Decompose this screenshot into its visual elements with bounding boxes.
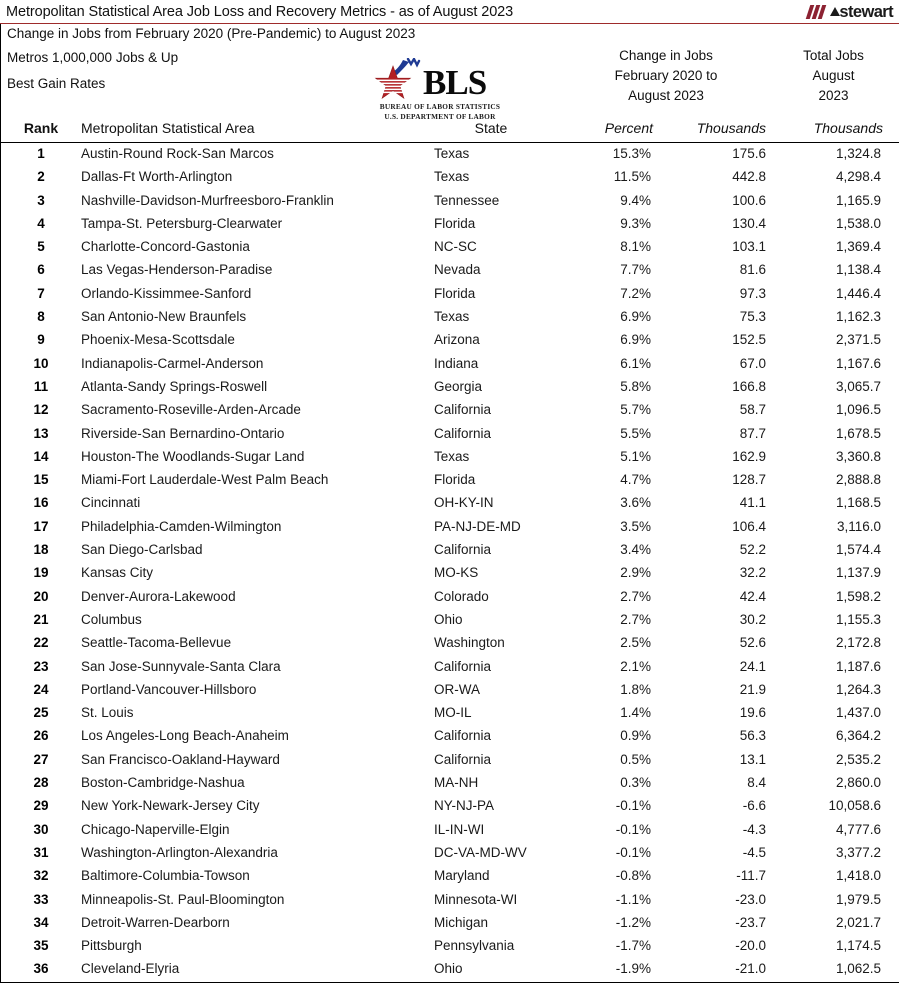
table-cell-state: OR-WA — [434, 681, 480, 697]
table-row — [1, 702, 899, 725]
table-cell-thousands: 67.0 — [739, 355, 766, 371]
table-cell-percent: 1.8% — [620, 681, 651, 697]
table-cell-percent: 6.1% — [620, 355, 651, 371]
table-cell-state: Florida — [434, 215, 476, 231]
table-cell-percent: 0.9% — [620, 728, 651, 744]
table-row — [1, 749, 899, 772]
stewart-bars-icon — [807, 5, 829, 19]
table-body — [0, 143, 899, 983]
table-row — [1, 213, 899, 236]
table-cell-rank: 28 — [33, 775, 49, 791]
table-cell-total: 1,369.4 — [835, 239, 881, 255]
table-cell-state: Washington — [434, 635, 505, 651]
table-cell-state: Texas — [434, 146, 470, 161]
table-cell-total: 1,174.5 — [835, 938, 881, 954]
table-cell-percent: 11.5% — [613, 169, 651, 185]
table-cell-rank: 12 — [33, 402, 49, 418]
table-cell-msa: Las Vegas-Henderson-Paradise — [81, 262, 273, 278]
table-cell-percent: 0.3% — [620, 775, 651, 791]
table-cell-msa: Pittsburgh — [81, 938, 142, 954]
table-cell-msa: Minneapolis-St. Paul-Bloomington — [81, 891, 285, 907]
subheader-area — [0, 24, 899, 119]
table-cell-rank: 29 — [33, 798, 49, 814]
table-cell-thousands: 87.7 — [739, 425, 766, 441]
bls-subtitle-line-1: BUREAU OF LABOR STATISTICS — [379, 102, 501, 111]
table-row — [1, 889, 899, 912]
table-cell-total: 1,678.5 — [835, 425, 881, 441]
table-cell-total: 1,324.8 — [835, 146, 881, 161]
table-cell-total: 1,062.5 — [835, 961, 881, 977]
table-cell-thousands: 106.4 — [732, 518, 766, 534]
table-cell-total: 1,538.0 — [835, 215, 881, 231]
table-cell-state: PA-NJ-DE-MD — [434, 518, 521, 534]
table-cell-rank: 22 — [33, 635, 49, 651]
table-cell-percent: 7.7% — [620, 262, 651, 278]
table-row — [1, 539, 899, 562]
table-cell-msa: Sacramento-Roseville-Arden-Arcade — [81, 402, 301, 418]
table-cell-thousands: 21.9 — [739, 681, 766, 697]
table-cell-total: 1,138.4 — [835, 262, 881, 278]
table-row — [1, 376, 899, 399]
table-cell-msa: San Francisco-Oakland-Hayward — [81, 751, 280, 767]
table-row — [1, 819, 899, 842]
table-cell-total: 1,096.5 — [835, 402, 881, 418]
column-header-thousands: Thousands — [696, 120, 766, 136]
column-header-state: State — [474, 120, 508, 136]
table-cell-total: 1,264.3 — [835, 681, 881, 697]
table-cell-msa: Charlotte-Concord-Gastonia — [81, 239, 250, 255]
table-cell-thousands: 56.3 — [739, 728, 766, 744]
table-cell-state: California — [434, 402, 492, 418]
table-cell-msa: Austin-Round Rock-San Marcos — [81, 146, 274, 161]
table-cell-msa: Baltimore-Columbia-Towson — [81, 868, 250, 884]
table-cell-rank: 34 — [33, 914, 49, 930]
table-cell-thousands: 442.8 — [732, 169, 766, 185]
table-cell-thousands: -11.7 — [736, 868, 766, 884]
table-row — [1, 958, 899, 981]
stewart-wordmark: stewart — [839, 2, 893, 21]
table-cell-msa: Indianapolis-Carmel-Anderson — [81, 355, 264, 371]
group-header-total-line-1: Total Jobs — [803, 48, 864, 63]
table-row — [1, 446, 899, 469]
table-cell-total: 3,360.8 — [835, 448, 881, 464]
table-cell-total: 6,364.2 — [835, 728, 881, 744]
bls-logo-top — [367, 58, 513, 100]
table-cell-state: Nevada — [434, 262, 481, 278]
column-header-rank: Rank — [23, 120, 59, 136]
table-row — [1, 632, 899, 655]
table-row — [1, 423, 899, 446]
table-cell-rank: 1 — [37, 146, 45, 161]
table-cell-thousands: 128.7 — [732, 472, 766, 488]
table-cell-thousands: 19.6 — [739, 705, 766, 721]
table-cell-thousands: 75.3 — [739, 309, 766, 325]
table-cell-thousands: -23.7 — [735, 914, 766, 930]
table-cell-percent: 2.7% — [620, 611, 651, 627]
table-cell-thousands: 52.2 — [739, 542, 766, 558]
group-header-change-line-2: February 2020 to — [614, 68, 718, 83]
table-cell-percent: 2.9% — [620, 565, 651, 581]
bls-subtitle-line-2: U.S. DEPARTMENT OF LABOR — [384, 111, 496, 121]
table-cell-percent: 2.5% — [620, 635, 651, 651]
table-cell-percent: 2.1% — [620, 658, 651, 674]
table-cell-msa: Columbus — [81, 611, 142, 627]
table-cell-total: 1,155.3 — [835, 611, 881, 627]
table-cell-rank: 26 — [33, 728, 49, 744]
table-cell-rank: 9 — [37, 332, 45, 348]
table-cell-thousands: 103.1 — [732, 239, 766, 255]
table-cell-state: Georgia — [434, 378, 483, 394]
table-cell-percent: 3.5% — [620, 518, 651, 534]
table-cell-msa: Seattle-Tacoma-Bellevue — [81, 635, 232, 651]
table-cell-state: California — [434, 542, 492, 558]
table-cell-total: 10,058.6 — [828, 798, 881, 814]
table-cell-total: 1,418.0 — [835, 868, 881, 884]
table-cell-thousands: 13.1 — [739, 751, 766, 767]
table-cell-state: Colorado — [434, 588, 489, 604]
table-cell-msa: Kansas City — [81, 565, 154, 581]
table-cell-thousands: 152.5 — [732, 332, 766, 348]
table-cell-percent: 4.7% — [620, 472, 651, 488]
table-cell-msa: Philadelphia-Camden-Wilmington — [81, 518, 282, 534]
table-cell-thousands: 58.7 — [739, 402, 766, 418]
table-row — [1, 190, 899, 213]
table-cell-total: 2,888.8 — [835, 472, 881, 488]
table-cell-msa: Cincinnati — [81, 495, 141, 511]
table-cell-msa: Phoenix-Mesa-Scottsdale — [81, 332, 235, 348]
table-cell-percent: -1.7% — [615, 938, 651, 954]
table-cell-total: 1,446.4 — [835, 285, 881, 301]
table-cell-rank: 18 — [33, 542, 49, 558]
table-cell-rank: 25 — [33, 705, 49, 721]
table-cell-state: NC-SC — [434, 239, 477, 255]
table-row — [1, 259, 899, 282]
table-cell-thousands: -6.6 — [742, 798, 766, 814]
table-cell-state: Texas — [434, 448, 470, 464]
table-cell-total: 2,172.8 — [835, 635, 881, 651]
page-title: Metropolitan Statistical Area Job Loss and Recovery Metrics - as of August 2023 — [6, 3, 514, 20]
table-cell-thousands: 130.4 — [732, 215, 766, 231]
bls-star-flag-icon — [367, 58, 421, 100]
table-cell-total: 1,598.2 — [835, 588, 881, 604]
table-cell-total: 2,021.7 — [835, 914, 881, 930]
table-cell-msa: Orlando-Kissimmee-Sanford — [81, 285, 252, 301]
table-cell-percent: 5.8% — [620, 378, 651, 394]
table-cell-state: Arizona — [434, 332, 480, 348]
table-cell-percent: 2.7% — [620, 588, 651, 604]
table-cell-percent: -0.1% — [615, 798, 651, 814]
table-cell-percent: 9.4% — [620, 192, 651, 208]
table-cell-thousands: 100.6 — [732, 192, 766, 208]
table-cell-thousands: 30.2 — [739, 611, 766, 627]
table-cell-thousands: -23.0 — [735, 891, 766, 907]
table-cell-msa: Los Angeles-Long Beach-Anaheim — [81, 728, 289, 744]
table-cell-total: 1,165.9 — [835, 192, 881, 208]
table-cell-thousands: 162.9 — [732, 448, 766, 464]
table-cell-state: Pennsylvania — [434, 938, 515, 954]
table-row — [1, 935, 899, 958]
bls-logo — [367, 58, 513, 120]
group-header-total-line-2: August — [812, 68, 855, 83]
table-row — [1, 399, 899, 422]
table-cell-percent: -0.8% — [615, 868, 651, 884]
table-cell-total: 4,777.6 — [835, 821, 881, 837]
group-header-change-line-1: Change in Jobs — [619, 48, 713, 63]
table-cell-percent: 15.3% — [612, 146, 651, 161]
table-cell-state: Tennessee — [434, 192, 500, 208]
table-cell-total: 1,437.0 — [835, 705, 881, 721]
table-cell-rank: 23 — [33, 658, 49, 674]
table-cell-rank: 7 — [37, 285, 45, 301]
table-cell-msa: Denver-Aurora-Lakewood — [81, 588, 236, 604]
subheader-line-3: Best Gain Rates — [7, 76, 106, 91]
table-cell-percent: 5.5% — [620, 425, 651, 441]
table-cell-total: 3,377.2 — [835, 844, 881, 860]
table-cell-thousands: 81.6 — [739, 262, 766, 278]
table-cell-thousands: 42.4 — [739, 588, 766, 604]
bls-letters: BLS — [423, 63, 487, 102]
table-cell-rank: 14 — [33, 448, 49, 464]
table-cell-msa: Houston-The Woodlands-Sugar Land — [81, 448, 305, 464]
table-cell-rank: 32 — [33, 868, 49, 884]
table-cell-rank: 6 — [37, 262, 45, 278]
stewart-logo — [807, 2, 893, 22]
table-row — [1, 795, 899, 818]
table-cell-state: MA-NH — [434, 775, 479, 791]
table-cell-thousands: -4.3 — [742, 821, 766, 837]
table-cell-percent: 1.4% — [620, 705, 651, 721]
table-cell-percent: -1.2% — [615, 914, 651, 930]
table-cell-percent: 0.5% — [620, 751, 651, 767]
group-header-change-in-jobs — [561, 46, 771, 106]
table-cell-msa: San Diego-Carlsbad — [81, 542, 203, 558]
table-cell-rank: 36 — [33, 961, 49, 977]
table-cell-rank: 10 — [33, 355, 49, 371]
table-cell-msa: Boston-Cambridge-Nashua — [81, 775, 245, 791]
table-cell-msa: Miami-Fort Lauderdale-West Palm Beach — [81, 472, 329, 488]
table-cell-state: Minnesota-WI — [434, 891, 518, 907]
table-cell-percent: -1.9% — [615, 961, 651, 977]
group-header-change-line-3: August 2023 — [628, 88, 704, 103]
table-cell-total: 3,116.0 — [836, 518, 881, 534]
table-cell-msa: Dallas-Ft Worth-Arlington — [81, 169, 233, 185]
table-cell-total: 4,298.4 — [835, 169, 881, 185]
table-cell-percent: 3.6% — [620, 495, 651, 511]
table-cell-percent: 6.9% — [620, 309, 651, 325]
table-cell-rank: 20 — [33, 588, 49, 604]
group-header-total-jobs — [776, 46, 891, 106]
table-cell-rank: 11 — [33, 378, 49, 394]
table-cell-percent: 5.1% — [620, 448, 651, 464]
table-cell-state: California — [434, 728, 492, 744]
table-cell-thousands: 52.6 — [739, 635, 766, 651]
table-cell-state: DC-VA-MD-WV — [434, 844, 527, 860]
table-cell-state: Michigan — [434, 914, 489, 930]
table-row — [1, 586, 899, 609]
table-cell-state: California — [434, 751, 492, 767]
table-cell-total: 3,065.7 — [835, 378, 881, 394]
table-cell-rank: 19 — [33, 565, 49, 581]
table-cell-thousands: 97.3 — [739, 285, 766, 301]
table-cell-msa: St. Louis — [81, 705, 134, 721]
table-cell-msa: New York-Newark-Jersey City — [81, 798, 260, 814]
table-cell-rank: 21 — [33, 611, 49, 627]
table-cell-rank: 4 — [37, 215, 45, 231]
table-row — [1, 166, 899, 189]
table-cell-msa: Tampa-St. Petersburg-Clearwater — [81, 215, 283, 231]
table-cell-rank: 5 — [37, 239, 45, 255]
table-cell-msa: Nashville-Davidson-Murfreesboro-Franklin — [81, 192, 334, 208]
table-row — [1, 469, 899, 492]
table-cell-state: NY-NJ-PA — [434, 798, 495, 814]
table-cell-rank: 2 — [37, 169, 45, 185]
table-row — [1, 562, 899, 585]
table-cell-percent: 6.9% — [620, 332, 651, 348]
table-cell-percent: -1.1% — [615, 891, 651, 907]
table-cell-percent: 9.3% — [620, 215, 651, 231]
table-row — [1, 329, 899, 352]
table-cell-msa: Washington-Arlington-Alexandria — [81, 844, 278, 860]
table-cell-rank: 15 — [33, 472, 49, 488]
table-cell-thousands: -21.0 — [735, 961, 766, 977]
subheader-line-2: Metros 1,000,000 Jobs & Up — [7, 50, 179, 65]
table-cell-percent: 5.7% — [620, 402, 651, 418]
table-row — [1, 772, 899, 795]
table-row — [1, 492, 899, 515]
table-cell-total: 1,574.4 — [835, 542, 881, 558]
table-row — [1, 283, 899, 306]
table-cell-total: 2,535.2 — [835, 751, 881, 767]
table-cell-msa: Atlanta-Sandy Springs-Roswell — [81, 378, 268, 394]
table-cell-rank: 30 — [33, 821, 49, 837]
table-cell-state: MO-KS — [434, 565, 479, 581]
table-cell-msa: San Antonio-New Braunfels — [81, 309, 247, 325]
table-cell-total: 1,162.3 — [835, 309, 881, 325]
table-row — [1, 609, 899, 632]
column-header-msa: Metropolitan Statistical Area — [81, 120, 255, 136]
table-cell-thousands: 166.8 — [732, 378, 766, 394]
table-cell-rank: 31 — [33, 844, 49, 860]
table-cell-rank: 3 — [37, 192, 45, 208]
table-header-row — [0, 119, 899, 143]
table-cell-msa: Portland-Vancouver-Hillsboro — [81, 681, 257, 697]
table-cell-percent: 3.4% — [620, 542, 651, 558]
table-cell-total: 1,187.6 — [835, 658, 881, 674]
table-cell-state: Ohio — [434, 961, 463, 977]
title-bar — [0, 0, 899, 24]
table-cell-thousands: 175.6 — [732, 146, 766, 161]
table-cell-state: Texas — [434, 169, 470, 185]
table-cell-total: 2,371.5 — [835, 332, 881, 348]
table-cell-state: Indiana — [434, 355, 479, 371]
table-cell-total: 1,168.5 — [835, 495, 881, 511]
table-row — [1, 516, 899, 539]
table-cell-rank: 35 — [33, 938, 49, 954]
table-cell-thousands: -4.5 — [742, 844, 766, 860]
table-cell-thousands: -20.0 — [735, 938, 766, 954]
table-cell-thousands: 24.1 — [739, 658, 766, 674]
table-cell-rank: 8 — [37, 309, 45, 325]
table-row — [1, 725, 899, 748]
table-cell-state: MO-IL — [434, 705, 472, 721]
table-cell-msa: San Jose-Sunnyvale-Santa Clara — [81, 658, 281, 674]
table-cell-thousands: 8.4 — [747, 775, 766, 791]
table-cell-state: California — [434, 658, 492, 674]
table-cell-total: 1,137.9 — [835, 565, 881, 581]
table-cell-percent: -0.1% — [615, 821, 651, 837]
table-cell-state: Ohio — [434, 611, 463, 627]
table-cell-rank: 27 — [33, 751, 49, 767]
table-cell-percent: 7.2% — [620, 285, 651, 301]
table-cell-rank: 13 — [33, 425, 49, 441]
table-cell-state: Maryland — [434, 868, 490, 884]
table-cell-percent: -0.1% — [615, 844, 651, 860]
table-row — [1, 306, 899, 329]
table-row — [1, 842, 899, 865]
table-row — [1, 912, 899, 935]
column-header-percent: Percent — [604, 120, 653, 136]
table-cell-state: IL-IN-WI — [434, 821, 485, 837]
table-cell-rank: 24 — [33, 681, 49, 697]
table-row — [1, 236, 899, 259]
table-row — [1, 865, 899, 888]
subheader-line-1: Change in Jobs from February 2020 (Pre-Pandemic) to August 2023 — [7, 26, 416, 41]
table-cell-state: OH-KY-IN — [434, 495, 494, 511]
table-cell-msa: Riverside-San Bernardino-Ontario — [81, 425, 285, 441]
table-row — [1, 353, 899, 376]
table-cell-percent: 8.1% — [620, 239, 651, 255]
table-cell-total: 1,979.5 — [835, 891, 881, 907]
group-header-total-line-3: 2023 — [818, 88, 849, 103]
table-cell-rank: 33 — [33, 891, 49, 907]
table-cell-state: Florida — [434, 472, 476, 488]
table-cell-total: 2,860.0 — [835, 775, 881, 791]
table-cell-msa: Chicago-Naperville-Elgin — [81, 821, 230, 837]
column-header-total-thousands: Thousands — [813, 120, 883, 136]
table-cell-state: Florida — [434, 285, 476, 301]
table-cell-state: California — [434, 425, 492, 441]
table-cell-msa: Cleveland-Elyria — [81, 961, 180, 977]
table-row — [1, 143, 899, 166]
table-cell-rank: 16 — [33, 495, 49, 511]
table-row — [1, 656, 899, 679]
table-cell-thousands: 32.2 — [739, 565, 766, 581]
table-cell-rank: 17 — [33, 518, 49, 534]
table-row — [1, 679, 899, 702]
table-cell-total: 1,167.6 — [835, 355, 881, 371]
table-cell-thousands: 41.1 — [739, 495, 766, 511]
table-cell-state: Texas — [434, 309, 470, 325]
table-cell-msa: Detroit-Warren-Dearborn — [81, 914, 230, 930]
